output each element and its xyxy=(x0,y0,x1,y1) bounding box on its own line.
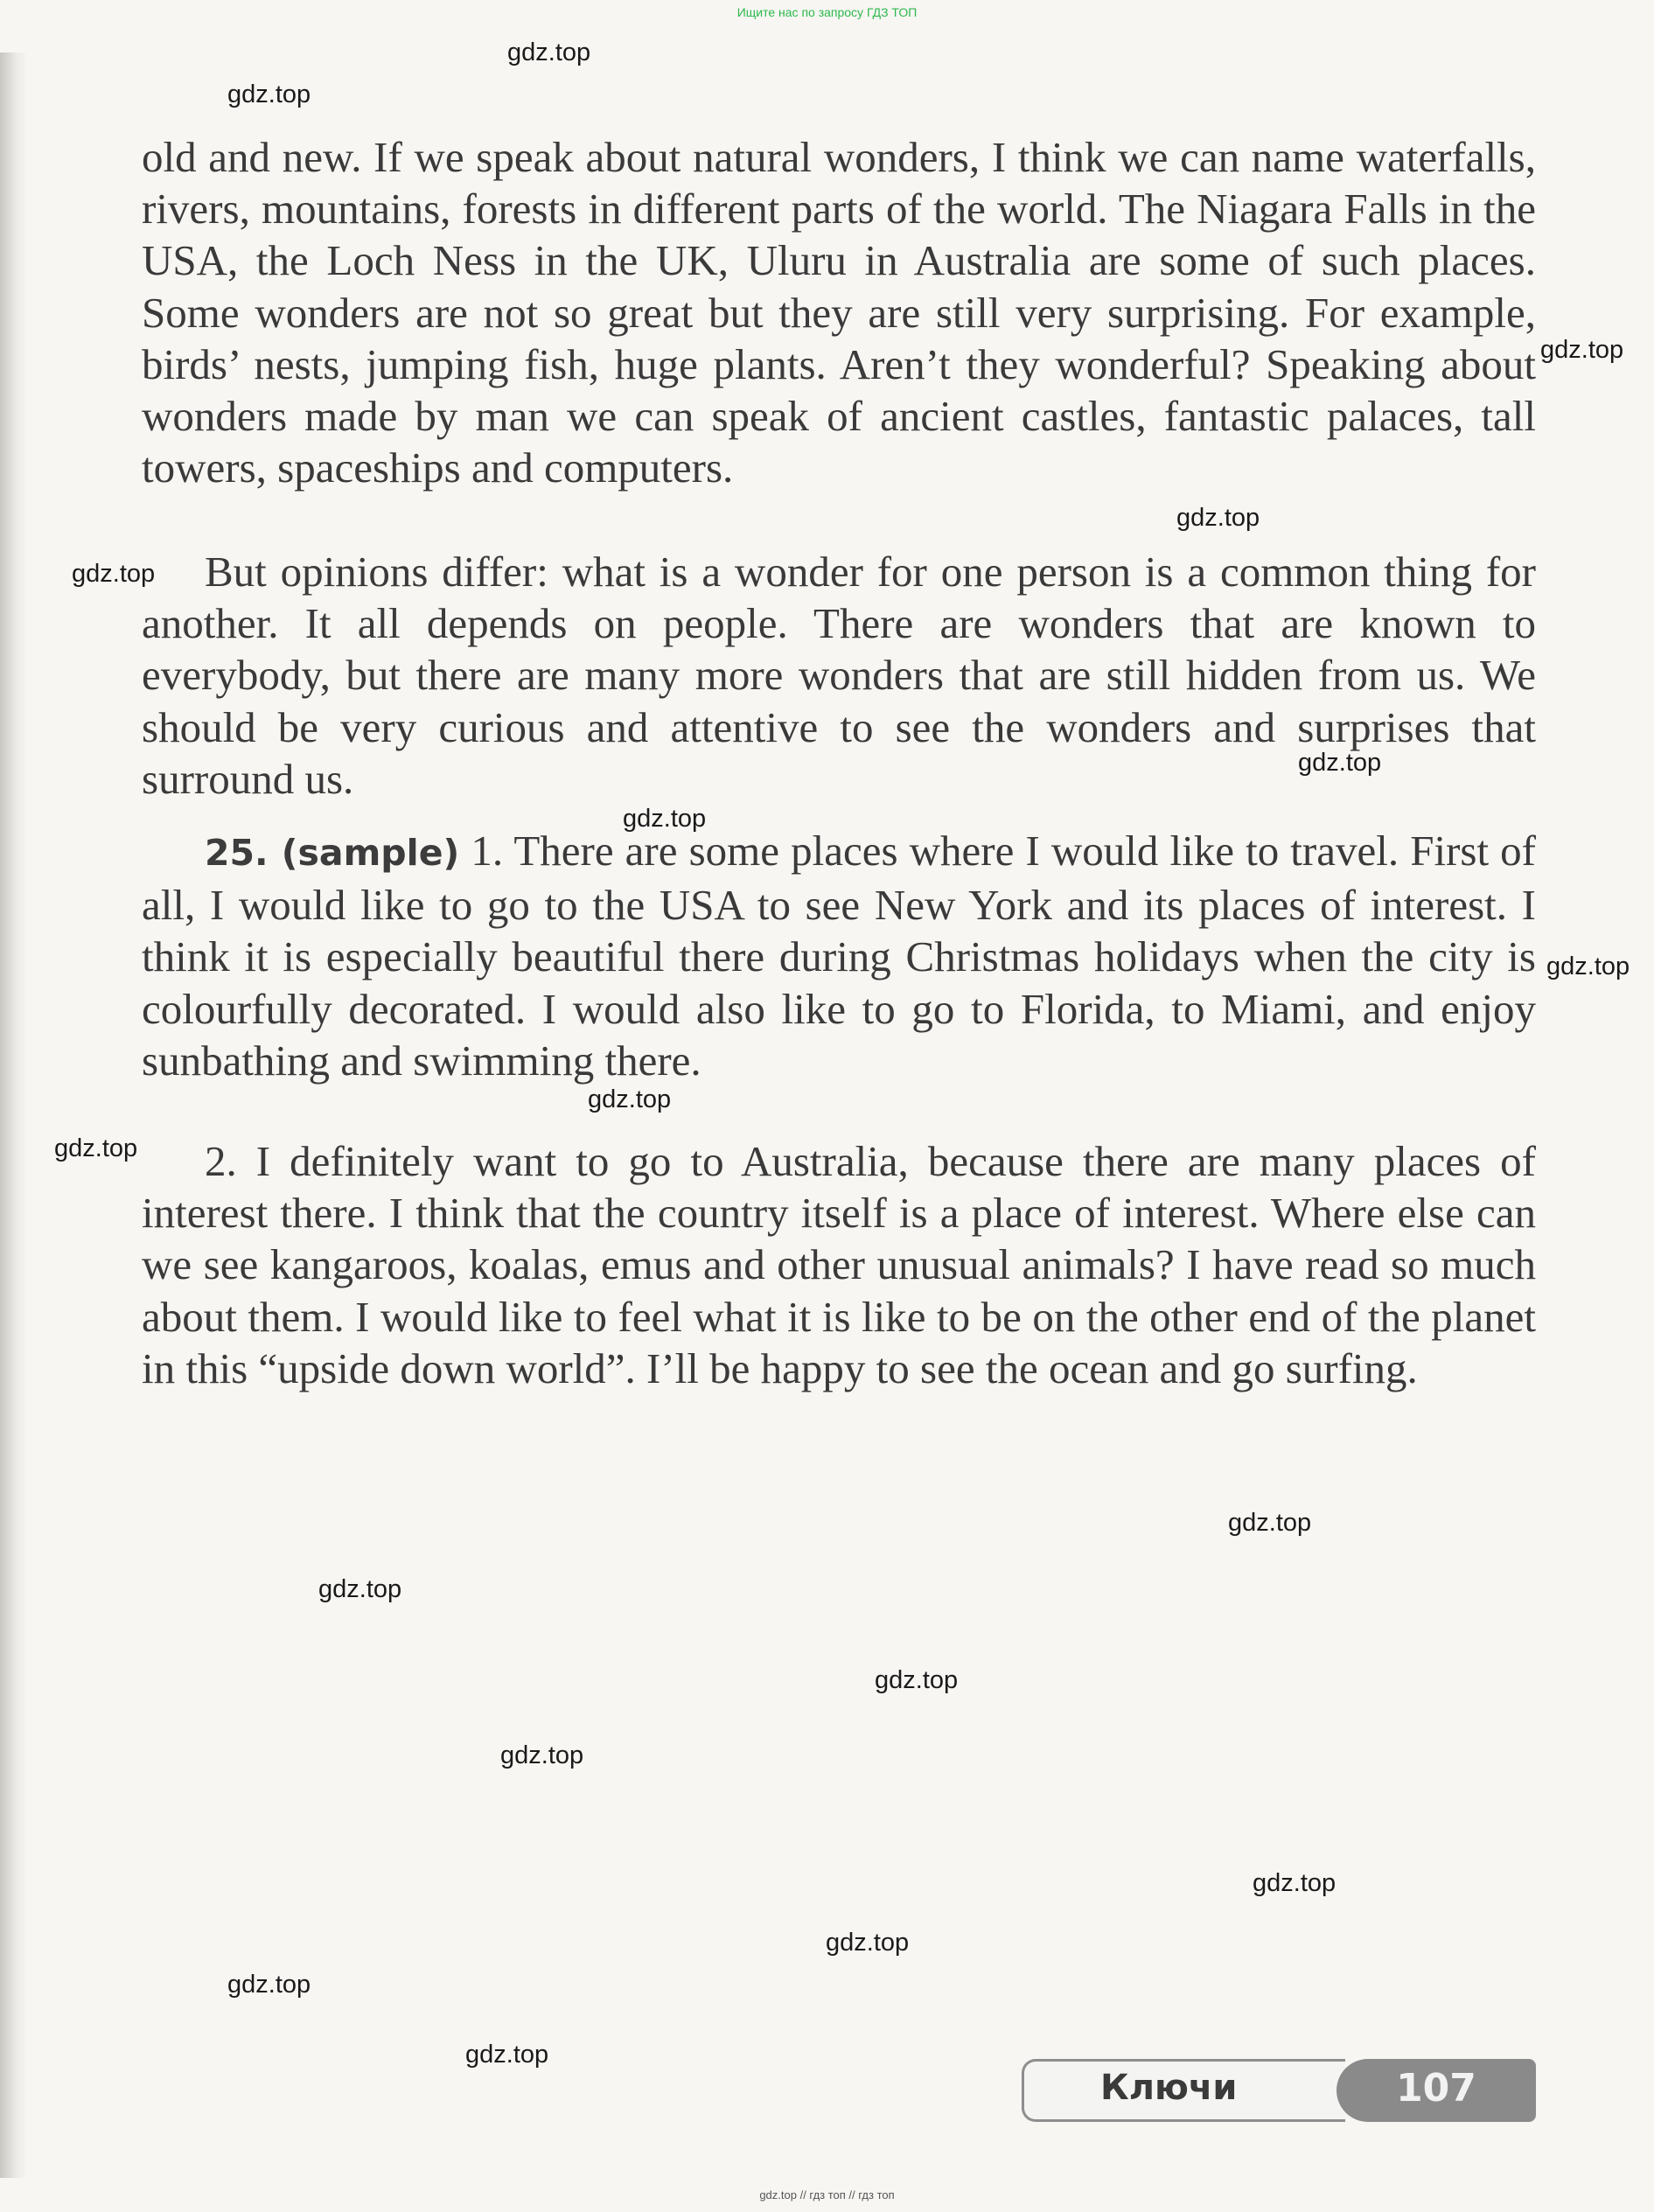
watermark: gdz.top xyxy=(1546,952,1630,980)
page-binding-shadow xyxy=(0,52,28,2178)
watermark: gdz.top xyxy=(227,80,311,108)
section-label: Ключи xyxy=(1100,2068,1238,2108)
watermark: gdz.top xyxy=(318,1575,402,1603)
bottom-banner[interactable]: gdz.top // гдз топ // гдз топ xyxy=(759,2188,895,2202)
watermark: gdz.top xyxy=(465,2041,549,2069)
watermark: gdz.top xyxy=(623,805,707,833)
text-block-1 xyxy=(142,131,1536,493)
watermark: gdz.top xyxy=(1298,749,1382,777)
text-block-3 xyxy=(142,825,1536,1086)
watermark: gdz.top xyxy=(1540,336,1624,364)
watermark: gdz.top xyxy=(500,1741,584,1769)
watermark: gdz.top xyxy=(507,38,591,66)
footer-tab xyxy=(1022,2059,1536,2122)
paragraph-2: But opinions differ: what is a wonder for one person is a common thing for another. It all depends on people. There are wonders that are known to everybody, but there are many more wonders that are still hidden from us. We should be very curious and attentive to see the wonders and surprises that surround us. xyxy=(142,548,1536,803)
watermark: gdz.top xyxy=(72,560,156,588)
paragraph-3 xyxy=(142,825,1536,1086)
page-number: 107 xyxy=(1396,2066,1476,2111)
watermark: gdz.top xyxy=(588,1085,672,1113)
page-number-badge xyxy=(1336,2059,1536,2122)
watermark: gdz.top xyxy=(54,1134,138,1162)
watermark: gdz.top xyxy=(1253,1869,1336,1897)
watermark: gdz.top xyxy=(1176,504,1260,532)
watermark: gdz.top xyxy=(875,1666,959,1694)
watermark: gdz.top xyxy=(1228,1509,1312,1537)
watermark: gdz.top xyxy=(826,1929,910,1957)
watermark: gdz.top xyxy=(227,1971,311,1999)
paragraph-3-text: 1. There are some places where I would like to travel. First of all, I would like to go to the USA to see New York and its places of interest. I think it is especially beautiful there during Christmas holidays when the city is colourfully decorated. I would also like to go to Florida, to Miami, and enjoy sunbathing and swimming there. xyxy=(142,827,1536,1085)
paragraph-1: old and new. If we speak about natural wonders, I think we can name waterfalls, rivers, mountains, forests in different parts of the world. The Niagara Falls in the USA, the Loch Ness in the UK, Uluru in Australia are some of such places. Some wonders are not so great but they are still very surprising. For example, birds’ nests, jumping fish, huge plants. Aren’t they wonderful? Speaking about wonders made by man we can speak of ancient castles, fantastic palaces, tall towers, spaceships and computers. xyxy=(142,133,1536,492)
text-block-4 xyxy=(142,1135,1536,1394)
exercise-number: 25. (sample) xyxy=(205,832,460,874)
paragraph-4: 2. I definitely want to go to Australia, because there are many places of interest there. I think that the country itself is a place of interest. Where else can we see kangaroos, koalas, emus and other unusual animals? I have read so much about them. I would like to feel what it is like to be on the other end of the planet in this “upside down world”. I’ll be happy to see the ocean and go surfing. xyxy=(142,1137,1536,1392)
top-banner[interactable]: Ищите нас по запросу ГДЗ ТОП xyxy=(736,5,918,19)
